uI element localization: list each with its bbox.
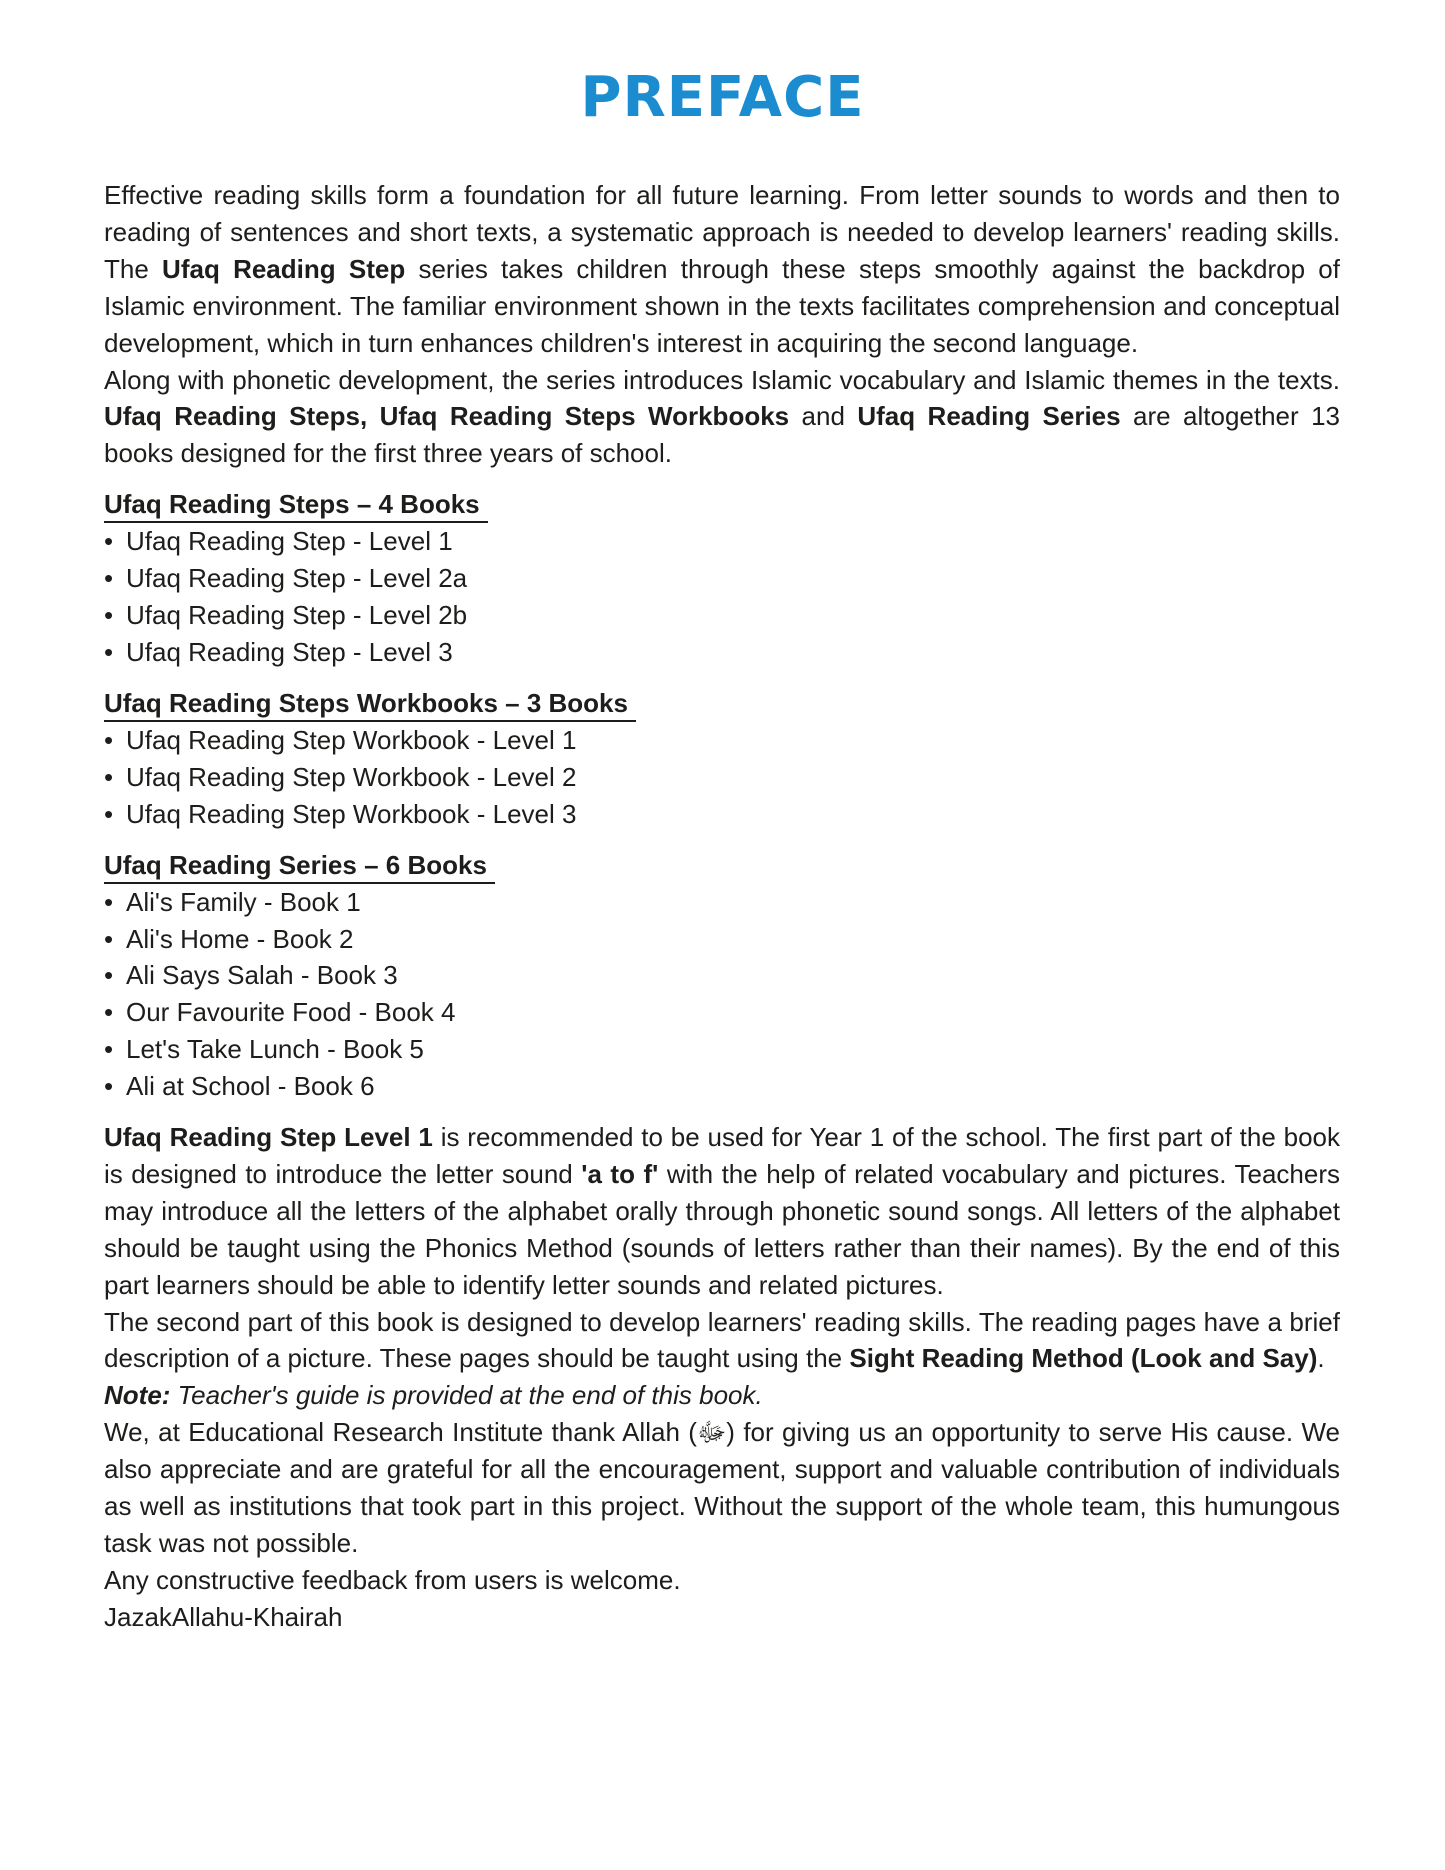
note-text: Teacher's guide is provided at the end of this book. — [170, 1380, 763, 1411]
intro-paragraph-2 — [104, 362, 1340, 473]
bullet-icon: • — [104, 923, 114, 954]
list-item — [104, 634, 1340, 671]
group-heading: Ufaq Reading Steps Workbooks – 3 Books — [104, 687, 636, 722]
level-text: The second part of this book is designed to develop learners' reading skills. The reading pages have a brief description of a picture. These pages should be taught using the — [104, 1306, 1340, 1374]
series-names: Ufaq Reading Steps, Ufaq Reading Steps Workbooks — [104, 401, 790, 432]
book-title: Ufaq Reading Step - Level 2a — [126, 563, 468, 594]
book-group-reading-series — [104, 833, 1340, 1105]
book-title: Ufaq Reading Step Workbook - Level 2 — [126, 761, 577, 792]
book-title: Let's Take Lunch - Book 5 — [126, 1034, 424, 1065]
book-list — [104, 523, 1340, 671]
note-label: Note: — [104, 1380, 171, 1411]
bullet-icon: • — [104, 997, 114, 1028]
list-item — [104, 921, 1340, 958]
intro-paragraph-1 — [104, 177, 1340, 362]
note-line — [104, 1377, 1340, 1414]
book-title: Ufaq Reading Step - Level 3 — [126, 636, 453, 667]
group-heading: Ufaq Reading Series – 6 Books — [104, 849, 495, 884]
book-title: Ufaq Reading Step Workbook - Level 3 — [126, 798, 577, 829]
list-item — [104, 957, 1340, 994]
book-list — [104, 884, 1340, 1105]
list-item — [104, 994, 1340, 1031]
intro-text: series takes children through these steps smoothly against the backdrop of Islamic environment. The familiar environment shown in the texts facilitates comprehension and conceptual development, which in turn enhances children's interest in acquiring the second language. — [104, 253, 1340, 358]
bullet-icon: • — [104, 636, 114, 667]
bullet-icon: • — [104, 798, 114, 829]
bullet-icon: • — [104, 563, 114, 594]
list-item — [104, 560, 1340, 597]
series-name: Ufaq Reading Series — [857, 401, 1121, 432]
book-title: Ali at School - Book 6 — [126, 1071, 375, 1102]
list-item — [104, 796, 1340, 833]
book-title: Our Favourite Food - Book 4 — [126, 997, 456, 1028]
book-list — [104, 722, 1340, 833]
list-item — [104, 597, 1340, 634]
book-group-workbooks — [104, 671, 1340, 833]
intro-text: and — [789, 401, 858, 432]
group-heading: Ufaq Reading Steps – 4 Books — [104, 488, 488, 523]
bullet-icon: • — [104, 600, 114, 631]
level-paragraph-2 — [104, 1304, 1340, 1378]
intro-text: Effective reading skills form a foundation for all future learning. From letter sounds to words and then to reading of sentences and short texts, a systematic approach is needed to develop learners' reading skills. The — [104, 180, 1340, 284]
level-text: with the help of related vocabulary and pictures. Teachers may introduce all the letters of the alphabet orally through phonetic sound songs. All letters of the alphabet should be taught using the Phonics Method (sounds of letters rather than their names). By the end of this part learners should be able to identify letter sounds and related pictures. — [104, 1158, 1340, 1300]
letter-range: 'a to f' — [581, 1158, 659, 1189]
list-item — [104, 1068, 1340, 1105]
book-name: Ufaq Reading Step Level 1 — [104, 1122, 433, 1153]
page-title: PREFACE — [580, 65, 865, 130]
intro-text: Along with phonetic development, the series introduces Islamic vocabulary and Islamic themes in the texts. — [104, 364, 1340, 395]
bullet-icon: • — [104, 761, 114, 792]
bullet-icon: • — [104, 886, 114, 917]
bullet-icon: • — [104, 724, 114, 755]
book-title: Ali's Home - Book 2 — [126, 923, 354, 954]
method-name: Sight Reading Method (Look and Say) — [849, 1343, 1318, 1374]
book-title: Ufaq Reading Step - Level 2b — [126, 600, 468, 631]
list-item — [104, 884, 1340, 921]
list-item — [104, 722, 1340, 759]
intro-text: are altogether 13 books designed for the first three years of school. — [104, 401, 1341, 469]
level-text: is recommended to be used for Year 1 of the school. The first part of the book is designed to introduce the letter sound — [104, 1122, 1340, 1189]
list-item — [104, 759, 1340, 796]
level-paragraph-1 — [104, 1119, 1340, 1304]
book-title: Ufaq Reading Step - Level 1 — [126, 526, 453, 557]
book-title: Ali Says Salah - Book 3 — [126, 960, 398, 991]
bullet-icon: • — [104, 526, 114, 557]
preface-body — [104, 177, 1340, 1636]
list-item — [104, 523, 1340, 560]
feedback-line: Any constructive feedback from users is welcome. — [104, 1564, 681, 1595]
book-title: Ufaq Reading Step Workbook - Level 1 — [126, 724, 577, 755]
bullet-icon: • — [104, 1034, 114, 1065]
bullet-icon: • — [104, 1071, 114, 1102]
book-group-reading-steps — [104, 472, 1340, 671]
thanks-paragraph: We, at Educational Research Institute thank Allah (ﷻ) for giving us an opportunity to serve His cause. We also appreciate and are grateful for all the encouragement, support and valuable contribution of individuals as well as institutions that took part in this project. Without the support of the whole team, this humungous task was not possible. — [104, 1417, 1340, 1558]
series-name: Ufaq Reading Step — [162, 253, 406, 284]
signoff: JazakAllahu-Khairah — [104, 1601, 343, 1632]
bullet-icon: • — [104, 960, 114, 991]
list-item — [104, 1031, 1340, 1068]
level-text: . — [1317, 1343, 1325, 1374]
book-title: Ali's Family - Book 1 — [126, 886, 361, 917]
